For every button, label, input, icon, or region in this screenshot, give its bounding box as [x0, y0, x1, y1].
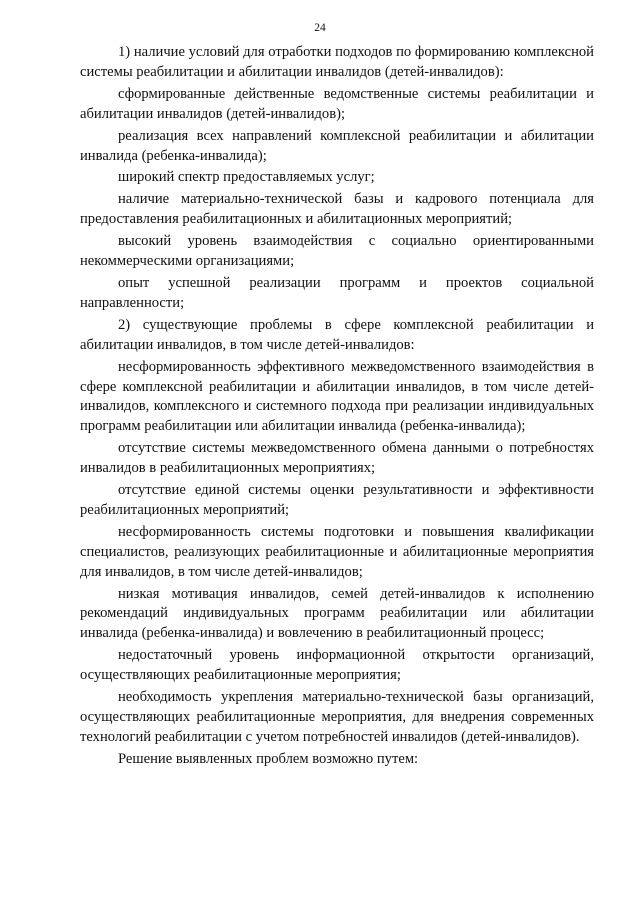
paragraph-specialist-training: несформированность системы подготовки и повышения квалификации специалистов, реализующих реабилитационные и абилитационные мероприятия для инвалидов, в том числе детей-инвалидов; [80, 523, 594, 580]
document-body [80, 43, 594, 772]
paragraph-project-experience: опыт успешной реализации программ и проектов социальной направленности; [80, 274, 594, 311]
paragraph-information-openness: недостаточный уровень информационной открытости организаций, осуществляющих реабилитационные мероприятия; [80, 647, 594, 684]
paragraph-services-range: широкий спектр предоставляемых услуг; [118, 169, 375, 186]
paragraph-departmental-systems: сформированные действенные ведомственные системы реабилитации и абилитации инвалидов (детей-инвалидов); [80, 85, 594, 122]
page-number: 24 [314, 22, 326, 34]
paragraph-strengthening-base: необходимость укрепления материально-технической базы организаций, осуществляющих реабилитационные мероприятия, для внедрения современных технологий реабилитации с учетом потребностей инвалидов (детей-инвалидов). [80, 689, 594, 745]
paragraph-solution-intro: Решение выявленных проблем возможно путем: [118, 750, 419, 767]
paragraph-low-motivation: низкая мотивация инвалидов, семей детей-инвалидов к исполнению рекомендаций индивидуальных программ реабилитации или абилитации инвалида (ребенка-инвалида) и вовлечению в реабилитационный процесс; [80, 585, 594, 642]
paragraph-data-exchange: отсутствие системы межведомственного обмена данными о потребностях инвалидов в реабилитационных мероприятиях; [80, 440, 594, 477]
paragraph-material-base: наличие материально-технической базы и кадрового потенциала для предоставления реабилитационных и абилитационных мероприятий; [80, 191, 594, 228]
paragraph-ngo-interaction: высокий уровень взаимодействия с социально ориентированными некоммерческими организациями; [80, 233, 594, 270]
paragraph-problems-intro: 2) существующие проблемы в сфере комплексной реабилитации и абилитации инвалидов, в том числе детей-инвалидов: [80, 316, 594, 353]
paragraph-evaluation-system: отсутствие единой системы оценки результативности и эффективности реабилитационных мероприятий; [80, 482, 594, 518]
paragraph-interagency-interaction: несформированность эффективного межведомственного взаимодействия в сфере комплексной реабилитации и абилитации инвалидов, в том числе детей-инвалидов, комплексного и системного подхода при реализации индивидуальных программ реабилитации или абилитации инвалида (ребенка-инвалида); [80, 358, 594, 435]
paragraph-conditions-intro: 1) наличие условий для отработки подходов по формированию комплексной системы реабилитации и абилитации инвалидов (детей-инвалидов): [80, 44, 594, 80]
paragraph-all-directions: реализация всех направлений комплексной реабилитации и абилитации инвалида (ребенка-инвалида); [80, 127, 594, 164]
